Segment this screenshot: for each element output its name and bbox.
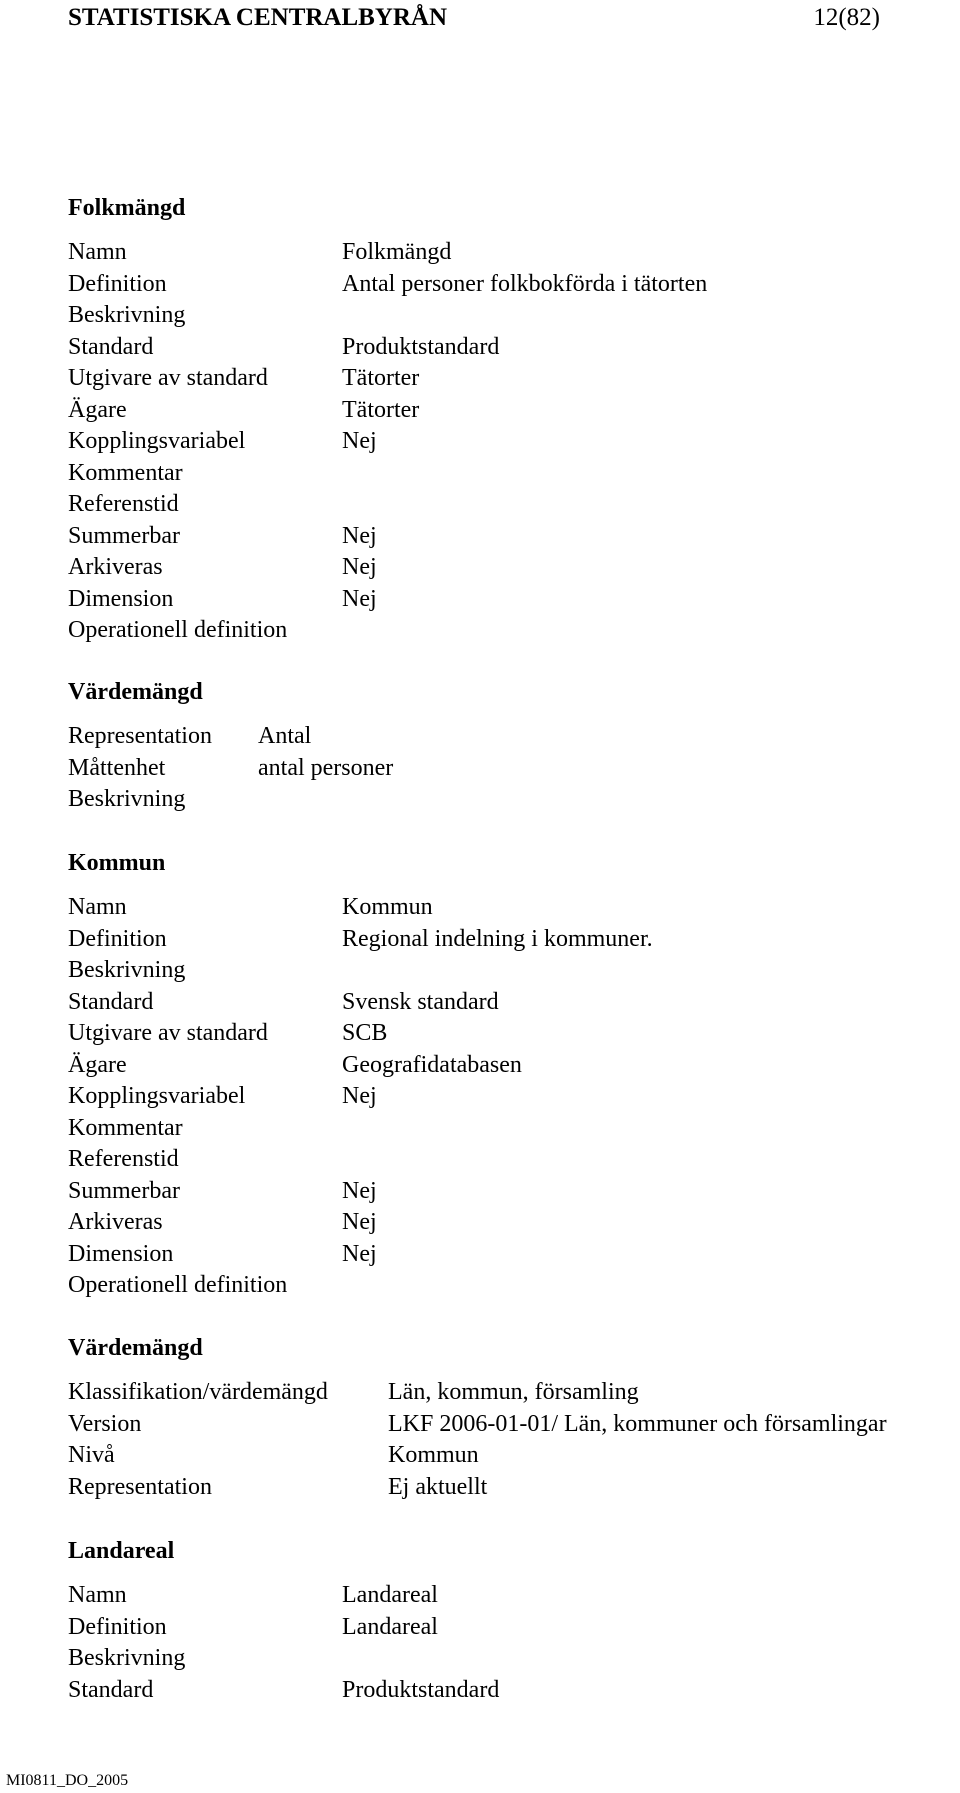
section-title: Landareal [68, 1538, 175, 1564]
section-vardemangd-1 [68, 677, 394, 816]
field-label: Kopplingsvariabel [68, 1083, 246, 1109]
field-label: Definition [68, 925, 167, 952]
field-row [68, 1207, 377, 1239]
field-label: Måttenhet [68, 754, 166, 781]
field-label: Summerbar [68, 522, 180, 549]
field-row [68, 721, 312, 753]
field-label: Dimension [68, 585, 174, 612]
field-value: LKF 2006-01-01/ Län, kommuner och församlingar [388, 1410, 887, 1437]
field-label: Namn [68, 1582, 127, 1608]
field-value: Tätorter [342, 365, 420, 391]
field-label: Namn [68, 239, 127, 265]
field-value: Folkmängd [342, 239, 452, 265]
field-row [68, 1409, 887, 1441]
section-title: Värdemängd [68, 1335, 203, 1361]
field-row [68, 924, 653, 956]
field-row [68, 237, 452, 269]
field-value: Regional indelning i kommuner. [342, 925, 653, 952]
field-row [68, 332, 500, 364]
document-code: MI0811_DO_2005 [6, 1772, 129, 1789]
field-label: Klassifikation/värdemängd [68, 1379, 328, 1405]
field-value: Nej [342, 522, 377, 549]
field-label: Referenstid [68, 1146, 179, 1172]
field-row [68, 269, 708, 301]
section-title: Kommun [68, 850, 166, 876]
field-label: Representation [68, 723, 212, 749]
field-row [68, 1050, 522, 1082]
field-row [68, 753, 394, 785]
field-row [68, 489, 185, 521]
field-label: Ägare [68, 1051, 127, 1078]
field-value: Nej [342, 1240, 377, 1267]
page-number: 12(82) [813, 4, 880, 31]
field-row [68, 584, 377, 616]
field-value: Nej [342, 1209, 377, 1235]
field-label: Kopplingsvariabel [68, 428, 246, 454]
field-label: Beskrivning [68, 957, 186, 983]
field-value: Län, kommun, församling [388, 1379, 639, 1405]
field-value: Landareal [342, 1613, 438, 1640]
field-label: Definition [68, 270, 167, 297]
field-row [68, 955, 186, 987]
field-value: Ej aktuellt [388, 1473, 488, 1500]
field-row [68, 1270, 288, 1302]
field-label: Operationell definition [68, 617, 288, 643]
field-label: Nivå [68, 1442, 115, 1468]
field-value: Kommun [342, 894, 433, 920]
field-row [68, 300, 185, 332]
field-row [68, 892, 433, 924]
section-vardemangd-2 [68, 1333, 887, 1503]
field-row [68, 1472, 488, 1504]
field-row [68, 1612, 438, 1644]
field-row [68, 1239, 377, 1271]
field-label: Referenstid [68, 491, 179, 517]
field-label: Dimension [68, 1240, 174, 1267]
field-row [68, 458, 185, 490]
field-value: Antal [258, 723, 312, 749]
page-header [68, 2, 880, 34]
field-row [68, 395, 420, 427]
field-label: Standard [68, 333, 154, 360]
field-value: Landareal [342, 1582, 438, 1608]
field-row [68, 615, 288, 647]
field-row [68, 1144, 179, 1176]
field-label: Standard [68, 988, 154, 1015]
section-title: Folkmängd [68, 195, 186, 221]
field-row [68, 1377, 639, 1409]
field-label: Ägare [68, 396, 127, 423]
section-title: Värdemängd [68, 679, 203, 705]
section-landareal [68, 1536, 500, 1706]
field-value: Nej [342, 585, 377, 612]
field-label: Version [68, 1410, 142, 1437]
organization-name: STATISTISKA CENTRALBYRÅN [68, 4, 448, 31]
field-row [68, 1176, 377, 1208]
field-value: Produktstandard [342, 1676, 500, 1703]
field-row [68, 784, 203, 816]
field-row [68, 426, 377, 458]
field-row [68, 1018, 388, 1050]
field-label: Utgivare av standard [68, 1020, 268, 1046]
field-value: Nej [342, 554, 377, 580]
field-label: Beskrivning [68, 786, 186, 812]
field-label: Representation [68, 1473, 212, 1500]
field-value: Svensk standard [342, 988, 499, 1015]
section-kommun [68, 848, 653, 1302]
field-row [68, 1081, 377, 1113]
field-row [68, 1580, 438, 1612]
field-value: Tätorter [342, 396, 420, 423]
field-row [68, 363, 420, 395]
field-row [68, 987, 499, 1019]
field-label: Standard [68, 1676, 154, 1703]
field-label: Kommentar [68, 459, 183, 486]
field-label: Arkiveras [68, 1209, 163, 1235]
field-label: Operationell definition [68, 1272, 288, 1298]
field-value: SCB [342, 1020, 388, 1046]
section-folkmangd [68, 193, 708, 647]
field-label: Kommentar [68, 1114, 183, 1141]
field-label: Namn [68, 894, 127, 920]
field-label: Utgivare av standard [68, 365, 268, 391]
field-value: Kommun [388, 1442, 479, 1468]
field-value: Nej [342, 428, 377, 454]
field-row [68, 521, 377, 553]
field-value: Nej [342, 1083, 377, 1109]
field-row [68, 1440, 479, 1472]
field-row [68, 1675, 500, 1707]
field-row [68, 1113, 183, 1145]
field-value: Geografidatabasen [342, 1051, 522, 1078]
field-row [68, 1643, 186, 1675]
field-label: Definition [68, 1613, 167, 1640]
field-label: Beskrivning [68, 1645, 186, 1671]
field-label: Beskrivning [68, 302, 186, 328]
field-value: antal personer [258, 754, 394, 781]
field-value: Produktstandard [342, 333, 500, 360]
field-label: Arkiveras [68, 554, 163, 580]
field-row [68, 552, 377, 584]
field-label: Summerbar [68, 1177, 180, 1204]
field-value: Antal personer folkbokförda i tätorten [342, 270, 708, 297]
field-value: Nej [342, 1177, 377, 1204]
